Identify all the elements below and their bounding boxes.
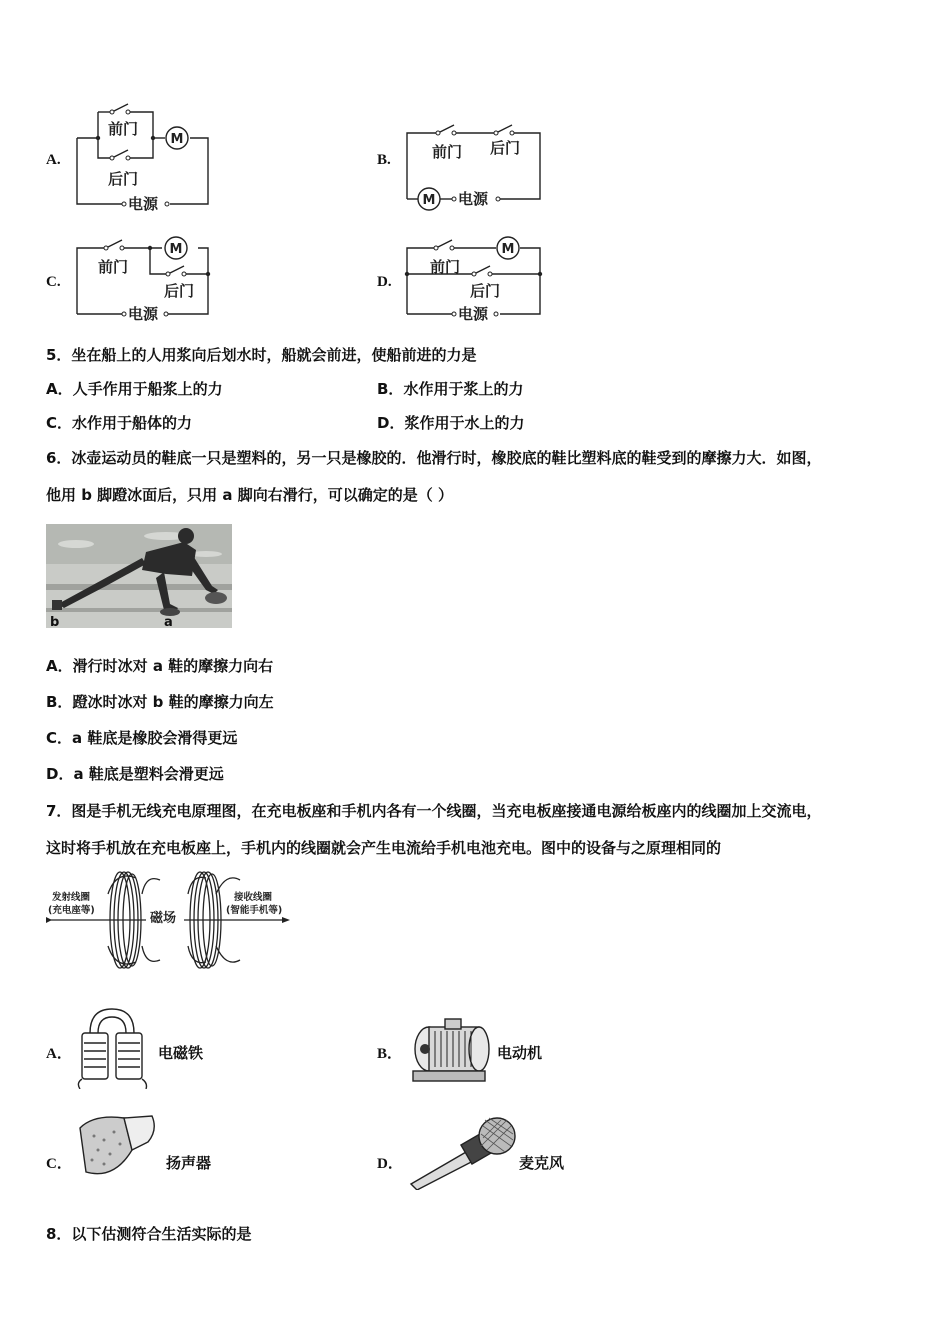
- q7-option-c-text: 扬声器: [166, 1154, 212, 1172]
- q4-option-d-letter: D.: [377, 274, 392, 290]
- motor-icon: [405, 1015, 495, 1085]
- q7-field-label: 磁场: [150, 911, 177, 926]
- svg-text:M: M: [422, 193, 436, 208]
- speaker-icon: [74, 1110, 160, 1182]
- q7-option-a-letter: A．: [46, 1046, 72, 1062]
- svg-text:前门: 前门: [430, 258, 461, 276]
- motor-label: M: [170, 132, 184, 147]
- q6-option-b: B．蹬冰时冰对 b 鞋的摩擦力向左: [46, 693, 274, 711]
- svg-text:前门: 前门: [432, 143, 463, 161]
- q5-option-b: B．水作用于浆上的力: [377, 380, 524, 398]
- q5-option-d: D．浆作用于水上的力: [377, 414, 525, 432]
- svg-text:电源: 电源: [458, 190, 489, 208]
- q7-left-coil-title: 发射线圈: [52, 892, 91, 903]
- q7-option-d-letter: D．: [377, 1156, 403, 1172]
- svg-text:后门: 后门: [164, 282, 195, 300]
- q5-option-a: A．人手作用于船浆上的力: [46, 380, 223, 398]
- q7-right-coil-sub: (智能手机等): [226, 905, 283, 916]
- q6-option-c: C．a 鞋底是橡胶会滑得更远: [46, 729, 238, 747]
- q4-option-c-letter: C.: [46, 274, 61, 290]
- q4-circuit-d: [400, 232, 550, 327]
- q4-option-b-letter: B.: [377, 152, 391, 168]
- q5-stem: 5．坐在船上的人用浆向后划水时，船就会前进，使船前进的力是: [46, 346, 477, 364]
- svg-text:电源: 电源: [128, 305, 159, 323]
- q8-stem: 8．以下估测符合生活实际的是: [46, 1225, 252, 1243]
- q6-label-b: b: [50, 615, 60, 628]
- q7-stem-line2: 这时将手机放在充电板座上，手机内的线圈就会产生电流给手机电池充电。图中的设备与之原理相同的: [46, 839, 722, 857]
- svg-text:电源: 电源: [128, 195, 159, 213]
- q5-option-c: C．水作用于船体的力: [46, 414, 193, 432]
- q6-label-a: a: [164, 615, 173, 628]
- q4-circuit-a: [70, 100, 215, 215]
- q6-option-a: A．滑行时冰对 a 鞋的摩擦力向右: [46, 657, 274, 675]
- q6-stem-line1: 6．冰壶运动员的鞋底一只是塑料的，另一只是橡胶的．他滑行时，橡胶底的鞋比塑料底的鞋受到的摩擦力大．如图，: [46, 449, 822, 467]
- svg-text:后门: 后门: [108, 170, 139, 188]
- q4-circuit-c: [70, 232, 215, 327]
- q4-circuit-b: [400, 115, 550, 215]
- electromagnet-icon: [72, 1003, 152, 1089]
- svg-text:后门: 后门: [470, 282, 501, 300]
- q6-curling-photo: [46, 524, 232, 628]
- q6-stem-line2: 他用 b 脚蹬冰面后，只用 a 脚向右滑行，可以确定的是（ ）: [46, 486, 453, 504]
- q7-stem-line1: 7．图是手机无线充电原理图，在充电板座和手机内各有一个线圈，当充电板座接通电源给板座内的线圈加上交流电，: [46, 802, 822, 820]
- q4-option-a-letter: A.: [46, 152, 61, 168]
- svg-text:前门: 前门: [98, 258, 129, 276]
- svg-text:M: M: [169, 242, 183, 257]
- svg-text:M: M: [501, 242, 515, 257]
- q7-option-a-text: 电磁铁: [158, 1044, 204, 1062]
- microphone-icon: [403, 1112, 517, 1190]
- q7-option-d-text: 麦克风: [519, 1154, 565, 1172]
- q7-coil-diagram: [46, 870, 291, 976]
- q6-option-d: D．a 鞋底是塑料会滑更远: [46, 765, 224, 783]
- svg-text:前门: 前门: [108, 120, 139, 138]
- q7-option-c-letter: C．: [46, 1156, 72, 1172]
- svg-text:电源: 电源: [458, 305, 489, 323]
- svg-text:后门: 后门: [490, 139, 521, 157]
- q7-option-b-letter: B．: [377, 1046, 403, 1062]
- q7-right-coil-title: 接收线圈: [234, 892, 273, 903]
- q7-option-b-text: 电动机: [497, 1044, 543, 1062]
- q7-left-coil-sub: (充电座等): [48, 905, 95, 916]
